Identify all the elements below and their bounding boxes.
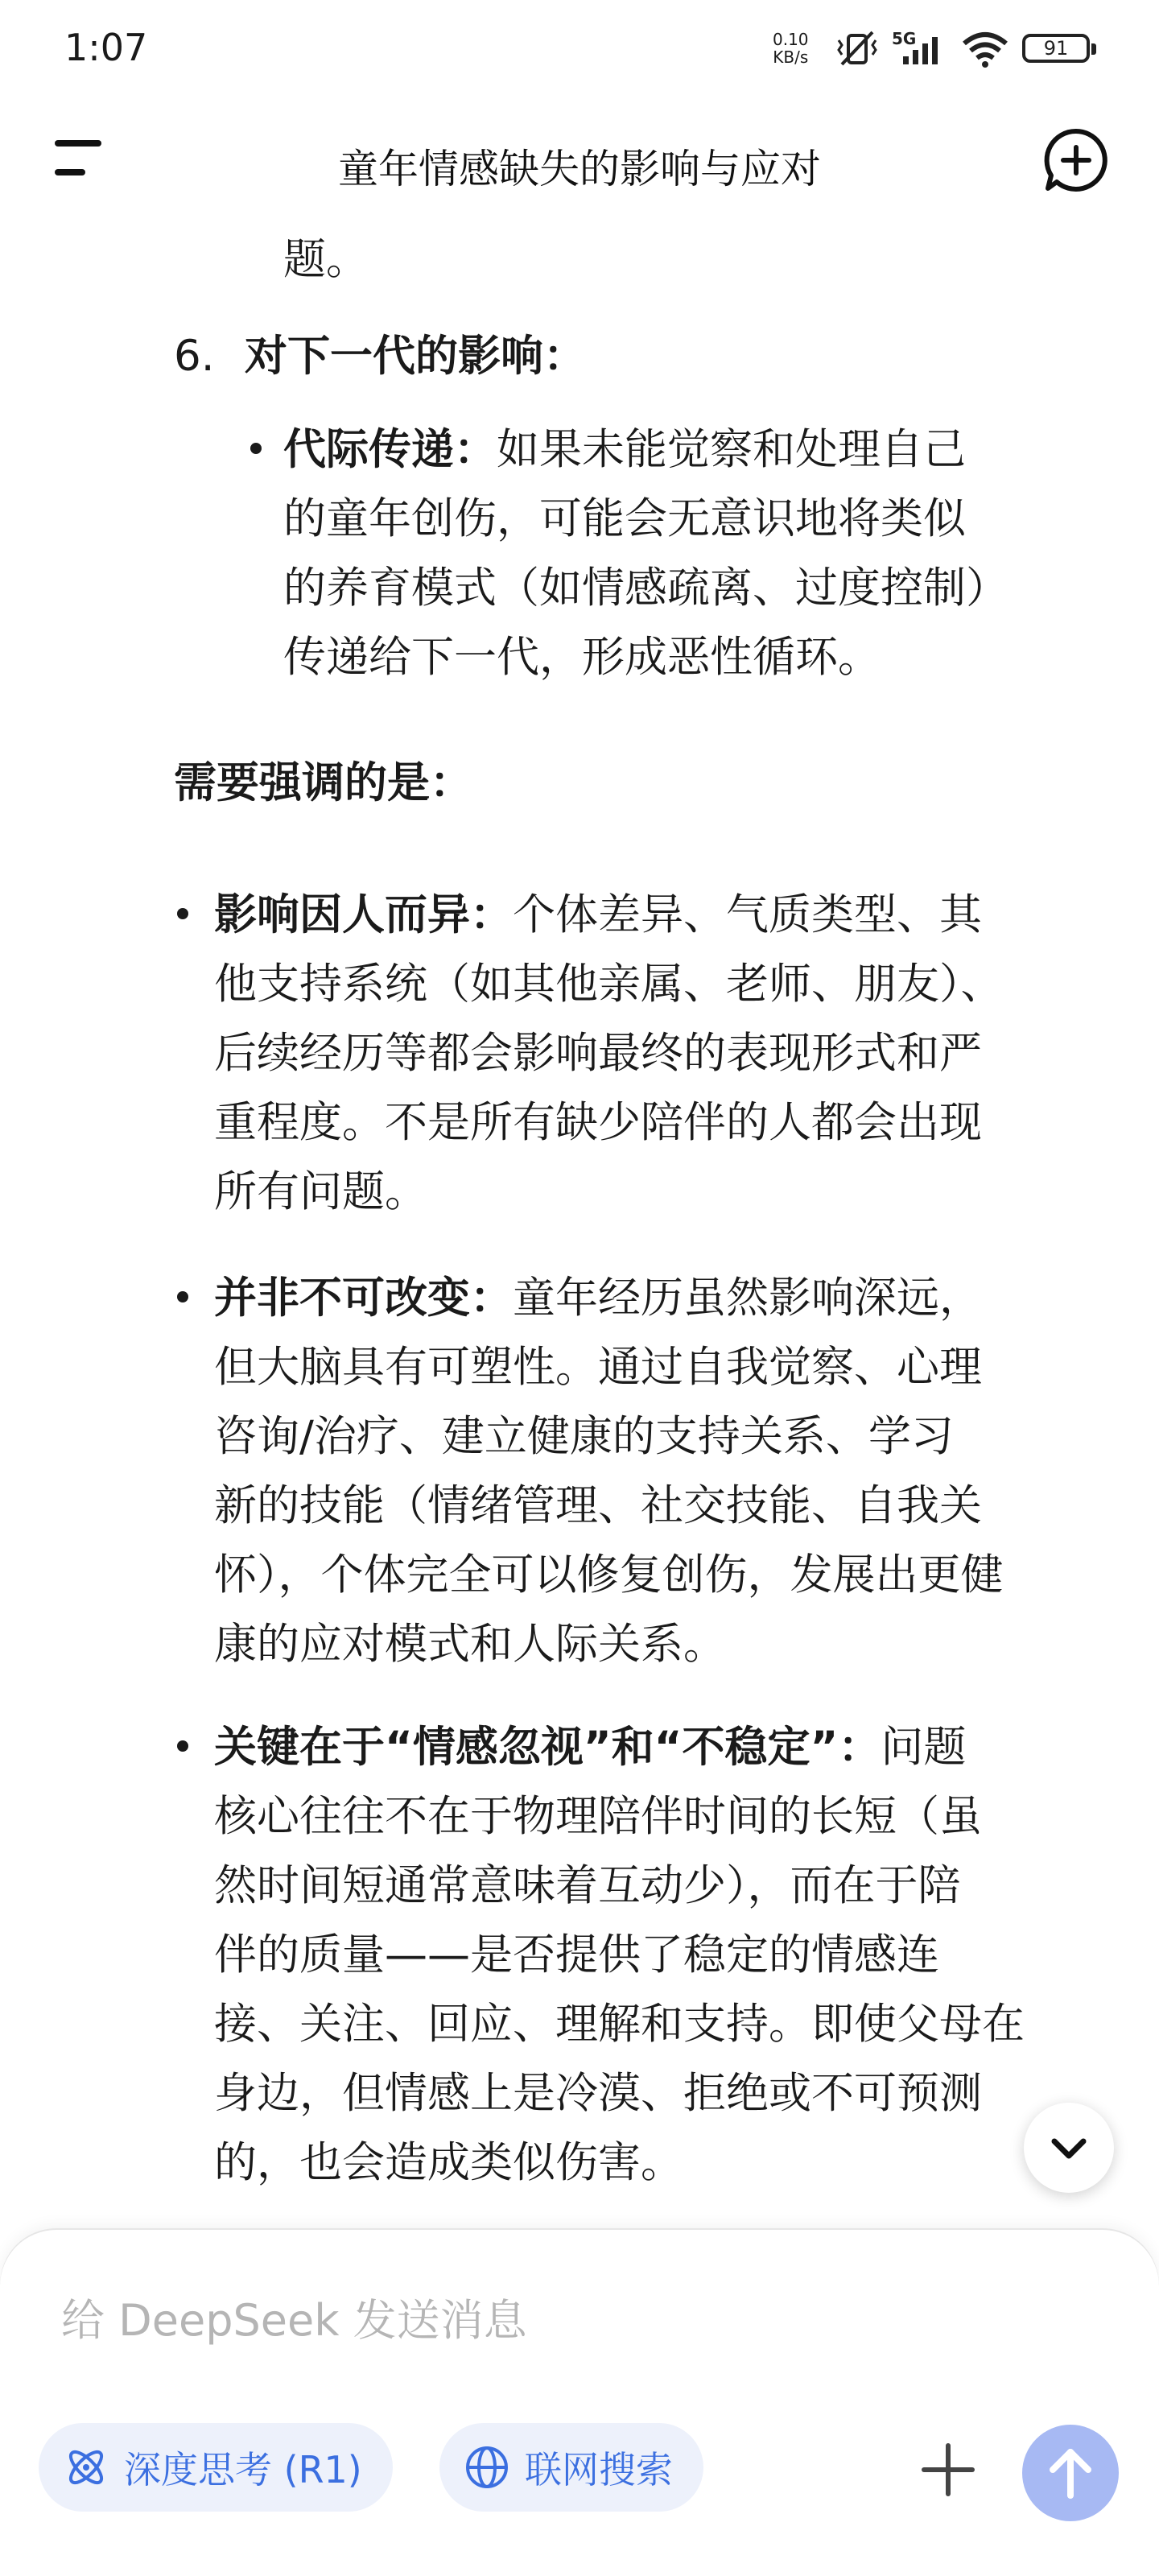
web-search-toggle[interactable] (439, 2423, 703, 2512)
net-speed-unit: KB/s (773, 47, 809, 67)
new-chat-button[interactable] (1043, 127, 1109, 193)
point-line: 咨询/治疗、建立健康的支持关系、学习 (214, 1412, 954, 1461)
sub-item-line: 的养育模式（如情感疏离、过度控制） (283, 564, 1008, 613)
sub-item-line-1: 代际传递：如果未能觉察和处理自己 (283, 425, 966, 474)
send-button[interactable] (1022, 2425, 1119, 2521)
scroll-to-bottom-button[interactable] (1024, 2103, 1114, 2193)
point-line: 康的应对模式和人际关系。 (214, 1620, 726, 1669)
point-label: 影响因人而异： (214, 890, 513, 939)
point-line: 的，也会造成类似伤害。 (214, 2138, 683, 2187)
chat-message-content (0, 225, 1159, 2206)
arrow-up-icon (1022, 2425, 1119, 2521)
network-type: 5G (892, 29, 917, 48)
bullet-dot (250, 443, 262, 454)
deep-think-toggle[interactable] (39, 2423, 393, 2512)
point-line: 伴的质量——是否提供了稳定的情感连 (214, 1930, 939, 1979)
network-indicator (892, 29, 950, 69)
point-label: 并非不可改变： (214, 1274, 513, 1323)
point-line: 身边，但情感上是冷漠、拒绝或不可预测 (214, 2069, 982, 2118)
bullet-dot (177, 1740, 188, 1752)
bullet-dot (177, 1291, 188, 1302)
point-line: 后续经历等都会影响最终的表现形式和严 (214, 1029, 982, 1078)
emphasis-heading: 需要强调的是： (174, 758, 472, 807)
point-line-1: 影响因人而异：个体差异、气质类型、其 (214, 890, 982, 939)
point-line: 核心往往不在于物理陪伴时间的长短（虽 (214, 1792, 982, 1841)
battery-icon: 91 (1022, 34, 1090, 63)
status-bar (0, 0, 1159, 97)
point-line-1: 并非不可改变：童年经历虽然影响深远， (214, 1274, 982, 1323)
sub-item-label: 代际传递： (283, 425, 497, 474)
plus-icon (918, 2439, 979, 2500)
net-speed-value: 0.10 (773, 30, 809, 49)
web-search-label: 联网搜索 (525, 2448, 673, 2491)
sub-item-line: 的童年创伤，可能会无意识地将类似 (283, 494, 966, 543)
app-header (0, 105, 1159, 217)
point-label: 关键在于“情感忽视”和“不稳定”： (214, 1723, 881, 1772)
bullet-dot (177, 908, 188, 919)
point-line-1: 关键在于“情感忽视”和“不稳定”：问题 (214, 1723, 967, 1772)
status-icons (834, 29, 1009, 69)
list-heading: 对下一代的影响： (245, 332, 586, 381)
point-line: 新的技能（情绪管理、社交技能、自我关 (214, 1481, 982, 1530)
point-line: 所有问题。 (214, 1167, 427, 1216)
list-number: 6. (174, 332, 215, 381)
status-time: 1:07 (64, 26, 148, 69)
chevron-down-icon (1024, 2103, 1114, 2193)
point-line: 接、关注、回应、理解和支持。即使父母在 (214, 2000, 1025, 2049)
atom-icon (63, 2444, 109, 2491)
point-line: 然时间短通常意味着互动少），而在于陪 (214, 1861, 961, 1910)
attach-button[interactable] (918, 2439, 979, 2500)
point-line: 怀），个体完全可以修复创伤，发展出更健 (214, 1550, 1004, 1600)
vibrate-off-icon (834, 29, 881, 69)
message-input[interactable]: 给 DeepSeek 发送消息 (61, 2295, 527, 2346)
sub-item-line: 传递给下一代，形成恶性循环。 (283, 633, 881, 682)
signal-icon (892, 29, 950, 69)
message-composer (0, 2230, 1159, 2576)
point-line: 但大脑具有可塑性。通过自我觉察、心理 (214, 1343, 982, 1392)
point-line: 重程度。不是所有缺少陪伴的人都会出现 (214, 1098, 982, 1147)
net-speed (773, 31, 809, 66)
page-title: 童年情感缺失的影响与应对 (338, 146, 821, 192)
new-chat-icon (1043, 127, 1109, 193)
globe-icon (464, 2444, 510, 2491)
point-line: 他支持系统（如其他亲属、老师、朋友）、 (214, 960, 1004, 1009)
deep-think-label: 深度思考 (R1) (124, 2448, 362, 2491)
wifi-icon (961, 29, 1009, 69)
continued-text: 题。 (283, 235, 369, 284)
